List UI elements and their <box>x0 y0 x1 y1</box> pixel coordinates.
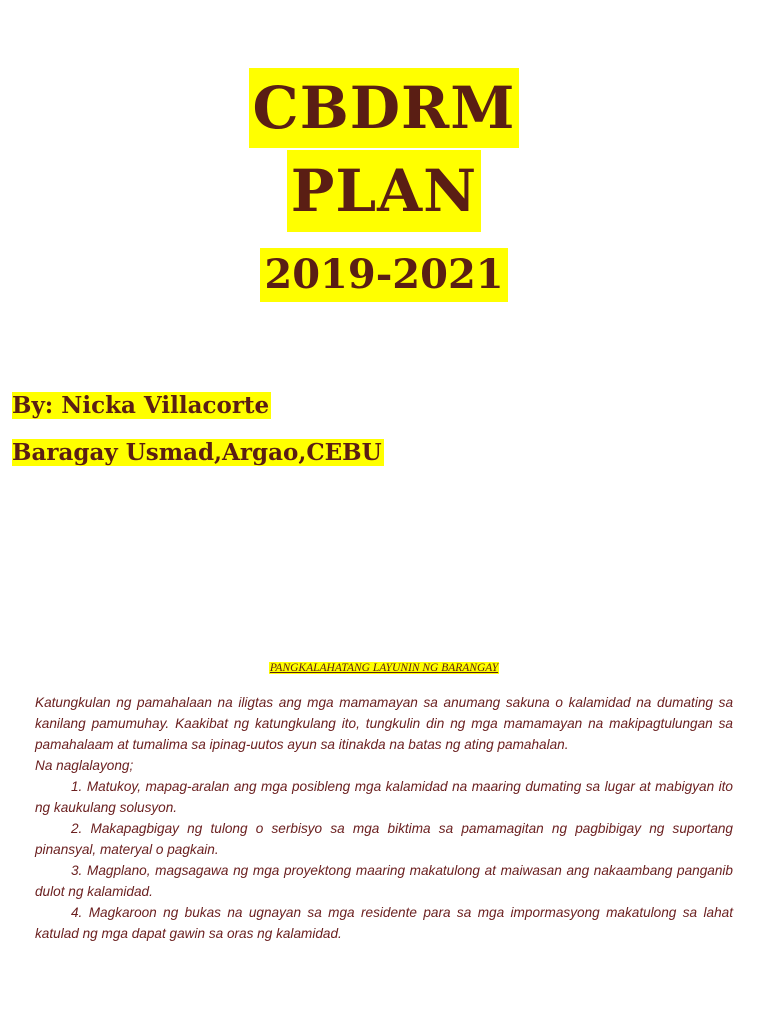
body-text <box>35 692 733 944</box>
objective-item: 4. Magkaroon ng bukas na ugnayan sa mga residente para sa mga impormasyong makatulong sa lahat katulad ng mga dapat gawin sa oras ng kalamidad. <box>35 905 733 941</box>
title-years: 2019-2021 <box>260 248 507 302</box>
section-heading-text: PANGKALAHATANG LAYUNIN NG BARANGAY <box>269 662 499 674</box>
author-line <box>12 389 271 423</box>
intro-paragraph: Katungkulan ng pamahalaan na iligtas ang mga mamamayan sa anumang sakuna o kalamidad na dumating sa kanilang pamumuhay. Kaakibat ng katungkulang ito, tungkulin din ng mga mamamayan na makipagtulungan sa pamahalaam at tumalima sa ipinag-uutos ayun sa itinakda na batas ng ating pamahalan. <box>35 695 733 752</box>
location-line <box>12 436 384 470</box>
document-years <box>0 248 768 302</box>
document-title-line-2 <box>0 150 768 232</box>
title-plan: PLAN <box>287 150 481 232</box>
objective-item: 2. Makapagbigay ng tulong o serbisyo sa mga biktima sa pamamagitan ng pagbibigay ng suportang pinansyal, materyal o pagkain. <box>35 821 733 857</box>
author-name: By: Nicka Villacorte <box>12 392 270 419</box>
document-title-line-1 <box>0 68 768 148</box>
lead-in: Na naglalayong; <box>35 758 134 773</box>
objective-item: 3. Magplano, magsagawa ng mga proyektong maaring makatulong at maiwasan ang nakaambang panganib dulot ng kalamidad. <box>35 863 733 899</box>
objective-item: 1. Matukoy, mapag-aralan ang mga posibleng mga kalamidad na maaring dumating sa lugar at mabigyan ito ng kaukulang solusyon. <box>35 779 733 815</box>
barangay-location: Baragay Usmad,Argao,CEBU <box>12 439 382 466</box>
section-heading <box>0 662 768 674</box>
title-cbdrm: CBDRM <box>249 68 520 148</box>
